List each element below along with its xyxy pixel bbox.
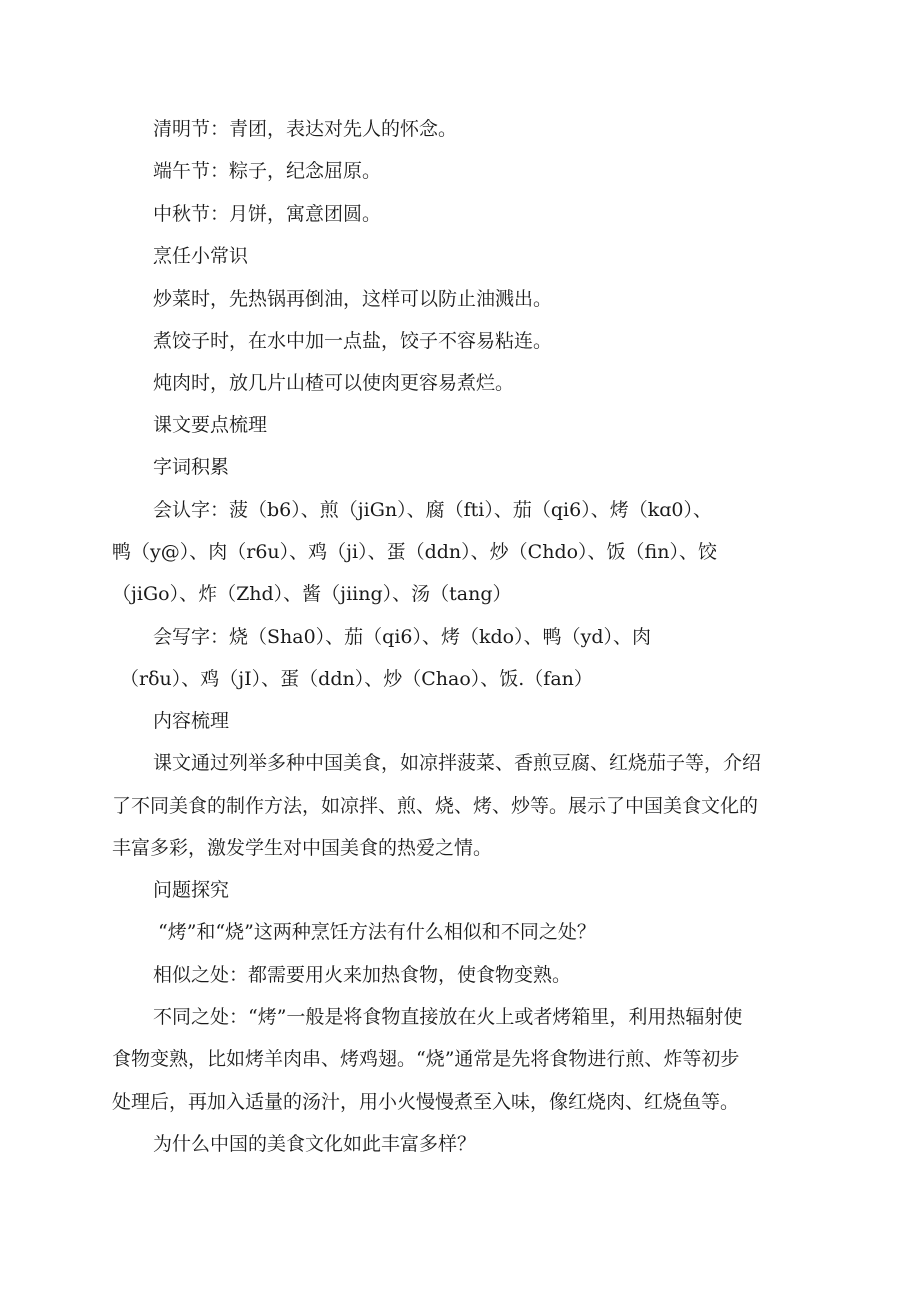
text-line: 为什么中国的美食文化如此丰富多样？	[153, 1133, 477, 1155]
text-line: 清明节：青团，表达对先人的怀念。	[153, 118, 458, 140]
text-line: 不同之处：“烤”一般是将食物直接放在火上或者烤箱里，利用热辐射使	[153, 1006, 743, 1028]
text-line: 端午节：粽子，纪念屈原。	[153, 160, 382, 182]
text-line: 食物变熟，比如烤羊肉串、烤鸡翅。“烧”通常是先将食物进行煎、炸等初步	[112, 1048, 740, 1070]
section-heading: 烹任小常识	[153, 245, 249, 267]
text-line: 煮饺子时，在水中加一点盐，饺子不容易粘连。	[153, 330, 553, 352]
text-line: 课文通过列举多种中国美食，如凉拌菠菜、香煎豆腐、红烧茄子等，介绍	[153, 752, 762, 774]
text-line: 丰富多彩，激发学生对中国美食的热爱之情。	[112, 837, 493, 859]
text-line: 相似之处：都需要用火来加热食物，使食物变熟。	[153, 964, 572, 986]
text-line: 了不同美食的制作方法，如凉拌、煎、烧、烤、炒等。展示了中国美食文化的	[112, 795, 759, 817]
section-heading: 问题探究	[153, 879, 230, 901]
text-line: 炖肉时，放几片山楂可以使肉更容易煮烂。	[153, 372, 515, 394]
text-line: 会写字：烧（Sha0）、茄（qi6）、烤（kdo）、鸭（yd）、肉	[153, 626, 652, 648]
text-line: “烤”和“烧”这两种烹饪方法有什么相似和不同之处？	[158, 921, 596, 943]
text-line: （rδu）、鸡（jI）、蛋（ddn）、炒（Chao）、饭.（fan）	[120, 668, 593, 690]
section-heading: 内容梳理	[153, 710, 230, 732]
text-line: （jiGo）、炸（Zhd）、酱（jiing）、汤（tang）	[112, 583, 512, 605]
text-line: 中秋节：月饼，寓意团圆。	[153, 203, 382, 225]
section-heading: 字词积累	[153, 456, 230, 478]
text-line: 鸭（y@）、肉（r6u）、鸡（ji）、蛋（ddn）、炒（Chdo）、饭（fin）、饺	[112, 541, 717, 563]
text-line: 处理后，再加入适量的汤汁，用小火慢慢煮至入味，像红烧肉、红烧鱼等。	[112, 1091, 740, 1113]
text-line: 会认字：菠（b6）、煎（jiGn）、腐（fti）、茄（qi6）、烤（kɑ0）、	[153, 499, 712, 521]
section-heading: 课文要点梳理	[153, 414, 268, 436]
text-line: 炒菜时，先热锅再倒油，这样可以防止油溅出。	[153, 288, 553, 310]
